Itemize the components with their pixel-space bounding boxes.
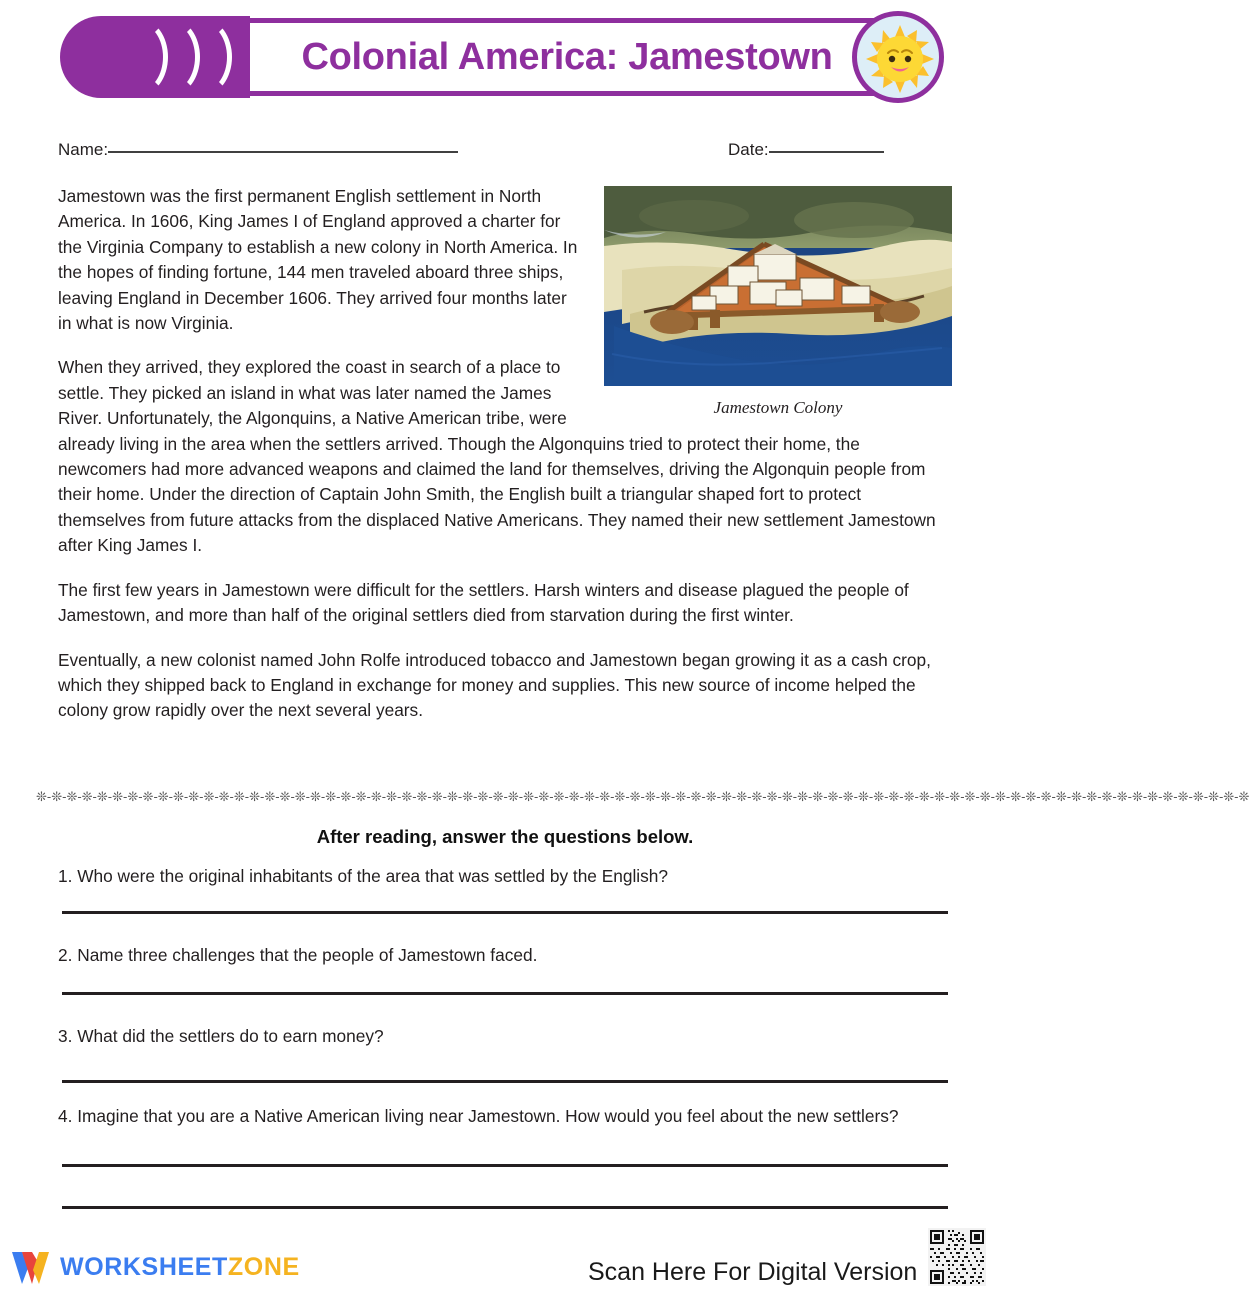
jamestown-colony-illustration <box>604 186 952 386</box>
passage-paragraph-3: The first few years in Jamestown were difficult for the settlers. Harsh winters and disease plagued the people of Jamestown, and more than half of the original settlers died from starvation during the first winter. <box>58 579 909 626</box>
question-1 <box>58 864 952 889</box>
sun-icon <box>852 11 944 103</box>
date-label: Date: <box>728 140 769 159</box>
date-field[interactable] <box>728 140 884 160</box>
brand-logo[interactable] <box>8 1248 300 1290</box>
figure-caption: Jamestown Colony <box>713 398 843 417</box>
passage-paragraph-1: Jamestown was the first permanent English settlement in North America. In 1606, King James I of England approved a charter for the Virginia Company to establish a new colony in North America. In the hopes of finding fortune, 144 men traveled aboard three ships, leaving England in December 1606. They arrived four months later in what is now Virginia. <box>58 186 578 334</box>
header-banner <box>62 18 938 96</box>
reading-passage <box>58 184 952 743</box>
answer-line-3a[interactable] <box>62 1080 948 1083</box>
question-1-text: 1. Who were the original inhabitants of the area that was settled by the English? <box>58 866 669 886</box>
ornament-divider: ❊-❊-❊-❊-❊-❊-❊-❊-❊-❊-❊-❊-❊-❊-❊-❊-❊-❊-❊-❊-❊-❊-❊-❊-❊-❊-❊-❊-❊-❊-❊-❊-❊-❊-❊-❊-❊-❊-❊-❊-❊-❊-❊-❊-❊-❊-❊-❊-❊-❊-❊-❊-❊-❊-❊-❊-❊-❊-❊-❊-❊-❊-❊-❊-❊-❊-❊-❊-❊-❊-❊-❊-❊-❊-❊-❊-❊-❊-❊-❊ <box>36 789 1249 804</box>
answer-line-4b[interactable] <box>62 1206 948 1209</box>
question-4-text: 4. Imagine that you are a Native American living near Jamestown. How would you feel about the new settlers? <box>58 1106 899 1126</box>
brand-secondary: ZONE <box>227 1253 300 1281</box>
question-2-text: 2. Name three challenges that the people of Jamestown faced. <box>58 945 538 965</box>
scan-instruction: Scan Here For Digital Version <box>588 1258 918 1286</box>
passage-paragraph-2: When they arrived, they explored the coast in search of a place to settle. They picked an island in what was later named the James River. Unfortunately, the Algonquins, a Native American tribe, were already living in the area when the settlers arrived. Though the Algonquins tried to protect their home, the newcomers had more advanced weapons and claimed the land for themselves, driving the Algonquin people from their home. Under the direction of Captain John Smith, the English built a triangular shaped fort to protect themselves from future attacks from the displaced Native Americans. They named their new settlement Jamestown after King James I. <box>58 357 936 556</box>
brand-logo-text <box>60 1253 300 1282</box>
worksheet-zone-w-logo-icon <box>8 1248 56 1288</box>
brand-primary: WORKSHEET <box>60 1253 228 1281</box>
question-3-text: 3. What did the settlers do to earn money? <box>58 1026 384 1046</box>
question-4 <box>58 1104 948 1129</box>
answer-line-4a[interactable] <box>62 1164 948 1167</box>
answer-line-2a[interactable] <box>62 992 948 995</box>
page-title: Colonial America: Jamestown <box>301 36 833 78</box>
answer-line-1a[interactable] <box>62 911 948 914</box>
questions-heading: After reading, answer the questions below. <box>316 826 694 847</box>
question-2 <box>58 943 952 968</box>
question-3 <box>58 1024 952 1049</box>
qr-code-icon[interactable] <box>928 1228 986 1286</box>
passage-paragraph-4: Eventually, a new colonist named John Rolfe introduced tobacco and Jamestown began growing it as a cash crop, which they shipped back to England in exchange for money and supplies. This new source of income helped the colony grow rapidly over the next several years. <box>58 649 931 721</box>
date-input-rule[interactable] <box>769 151 884 153</box>
figure <box>604 186 952 420</box>
name-field[interactable] <box>58 140 458 160</box>
name-label: Name: <box>58 140 109 159</box>
name-input-rule[interactable] <box>108 151 458 153</box>
arcs-ornament-icon <box>60 16 250 98</box>
